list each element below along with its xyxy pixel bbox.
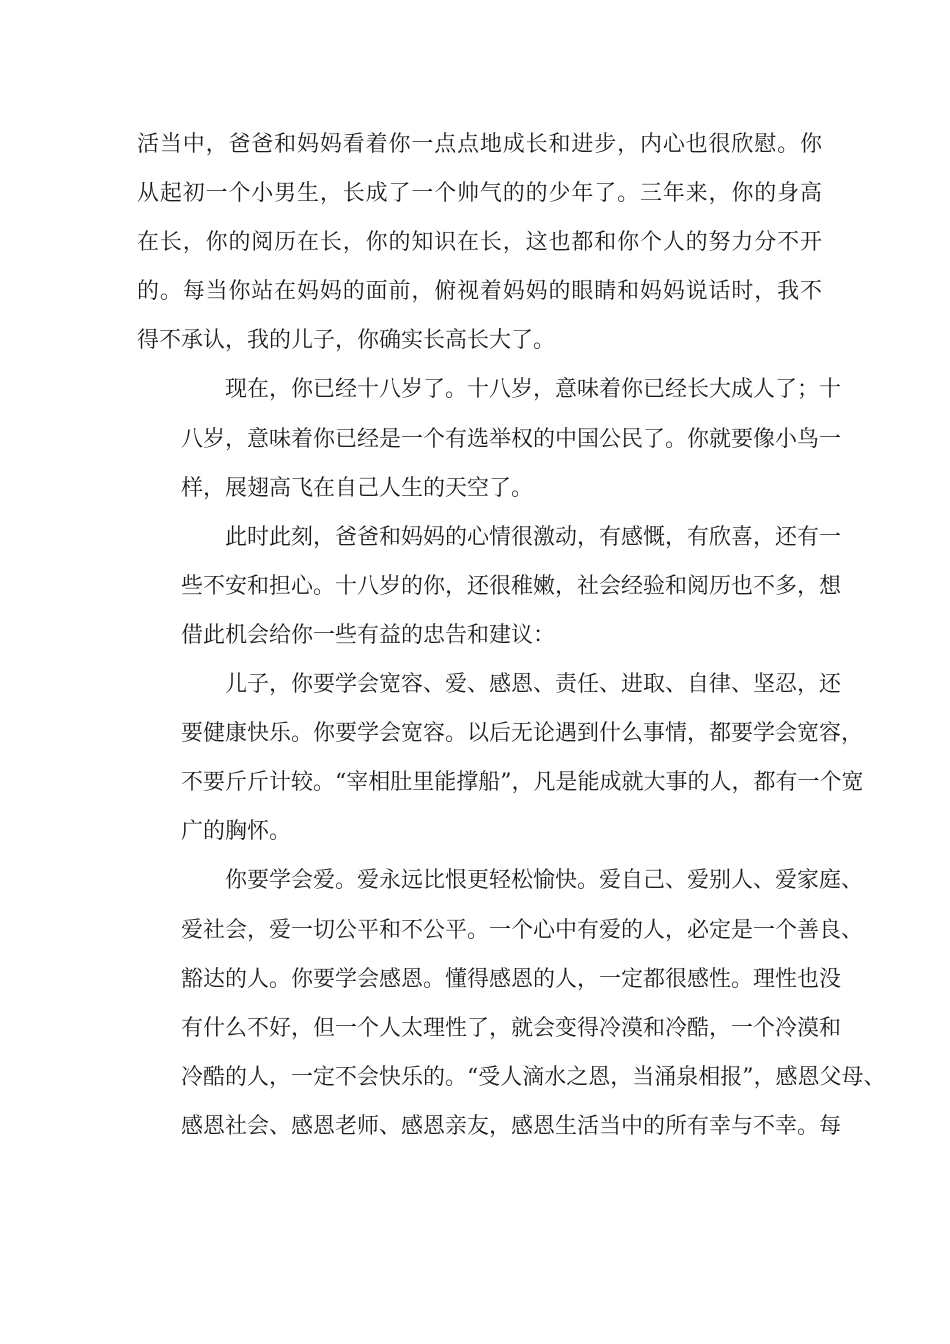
text-line: 此时此刻，爸爸和妈妈的心情很激动，有感慨，有欣喜，还有一 xyxy=(225,524,842,550)
text-line: 要健康快乐。你要学会宽容。以后无论遇到什么事情，都要学会宽容， xyxy=(181,721,864,747)
paragraph-4 xyxy=(137,660,864,856)
text-line: 儿子，你要学会宽容、爱、感恩、责任、进取、自律、坚忍，还 xyxy=(225,672,842,698)
text-line: 样，展翅高飞在自己人生的天空了。 xyxy=(181,475,534,501)
body-text xyxy=(137,120,886,1151)
paragraph-5 xyxy=(137,856,886,1151)
text-line: 不要斤斤计较。“宰相肚里能撑船”，凡是能成就大事的人，都有一个宽 xyxy=(181,770,864,796)
text-line: 广的胸怀。 xyxy=(181,819,292,845)
text-line: 的。每当你站在妈妈的面前，俯视着妈妈的眼睛和妈妈说话时，我不 xyxy=(137,279,822,305)
text-line: 得不承认，我的儿子，你确实长高长大了。 xyxy=(137,328,556,354)
paragraph-1 xyxy=(137,120,822,365)
text-line: 冷酷的人，一定不会快乐的。“受人滴水之恩，当涌泉相报”，感恩父母、 xyxy=(181,1064,886,1090)
paragraph-3 xyxy=(137,513,842,660)
text-line: 从起初一个小男生，长成了一个帅气的的少年了。三年来，你的身高 xyxy=(137,181,822,207)
text-line: 借此机会给你一些有益的忠告和建议： xyxy=(181,622,556,648)
text-line: 现在，你已经十八岁了。十八岁，意味着你已经长大成人了；十 xyxy=(225,377,842,403)
text-line: 些不安和担心。十八岁的你，还很稚嫩，社会经验和阅历也不多，想 xyxy=(181,573,842,599)
text-line: 你要学会爱。爱永远比恨更轻松愉快。爱自己、爱别人、爱家庭、 xyxy=(225,868,864,894)
text-line: 爱社会，爱一切公平和不公平。一个心中有爱的人，必定是一个善良、 xyxy=(181,917,864,943)
text-line: 活当中，爸爸和妈妈看着你一点点地成长和进步，内心也很欣慰。你 xyxy=(137,132,822,157)
text-line: 在长，你的阅历在长，你的知识在长，这也都和你个人的努力分不开 xyxy=(137,230,822,256)
text-line: 感恩社会、感恩老师、感恩亲友，感恩生活当中的所有幸与不幸。每 xyxy=(181,1113,842,1139)
text-line: 八岁，意味着你已经是一个有选举权的中国公民了。你就要像小鸟一 xyxy=(181,426,842,452)
paragraph-2 xyxy=(137,365,842,512)
text-line: 有什么不好，但一个人太理性了，就会变得冷漠和冷酷，一个冷漠和 xyxy=(181,1015,842,1041)
text-line: 豁达的人。你要学会感恩。懂得感恩的人，一定都很感性。理性也没 xyxy=(181,966,842,992)
